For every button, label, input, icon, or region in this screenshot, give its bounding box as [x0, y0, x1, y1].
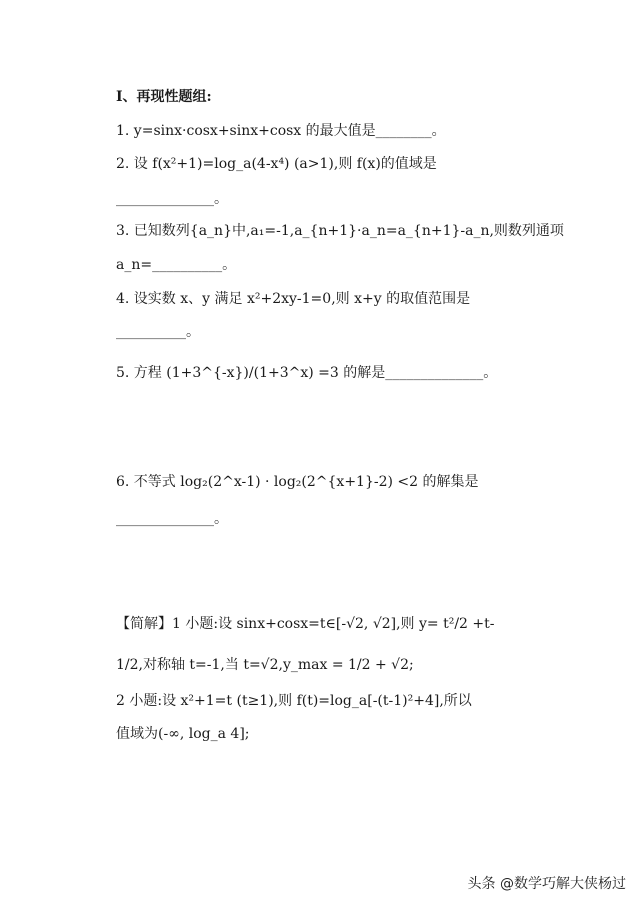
problem-6-line-2: ______________。 — [116, 511, 228, 527]
watermark: 头条 @数学巧解大侠杨过 — [467, 876, 626, 892]
problem-4-line-1: 4. 设实数 x、y 满足 x²+2xy-1=0,则 x+y 的取值范围是 — [116, 291, 471, 307]
problem-1-line-1: 1. y=sinx·cosx+sinx+cosx 的最大值是________。 — [116, 123, 446, 139]
solution-line-4: 值域为(-∞, log_a 4]; — [116, 726, 250, 742]
problem-4-line-2: __________。 — [116, 324, 200, 340]
heading: Ⅰ、再现性题组: — [116, 89, 212, 105]
problem-6-line-1: 6. 不等式 log₂(2^x-1) · log₂(2^{x+1}-2) <2 的解集是 — [116, 474, 479, 490]
solution-line-2: 1/2,对称轴 t=-1,当 t=√2,y_max = 1/2 + √2; — [116, 657, 414, 673]
problem-5-line-1: 5. 方程 (1+3^{-x})/(1+3^x) =3 的解是______________。 — [116, 365, 498, 381]
problem-3-line-1: 3. 已知数列{a_n}中,a₁=-1,a_{n+1}·a_n=a_{n+1}-a_n,则数列通项 — [116, 223, 564, 239]
problem-2-line-1: 2. 设 f(x²+1)=log_a(4-x⁴) (a>1),则 f(x)的值域是 — [116, 156, 437, 172]
problem-3-line-2: a_n=__________。 — [116, 257, 237, 273]
problem-2-line-2: ______________。 — [116, 191, 228, 207]
solution-line-1: 【简解】1 小题:设 sinx+cosx=t∈[-√2, √2],则 y= t²/2 +t- — [116, 616, 495, 632]
solution-line-3: 2 小题:设 x²+1=t (t≥1),则 f(t)=log_a[-(t-1)²+4],所以 — [116, 693, 472, 709]
